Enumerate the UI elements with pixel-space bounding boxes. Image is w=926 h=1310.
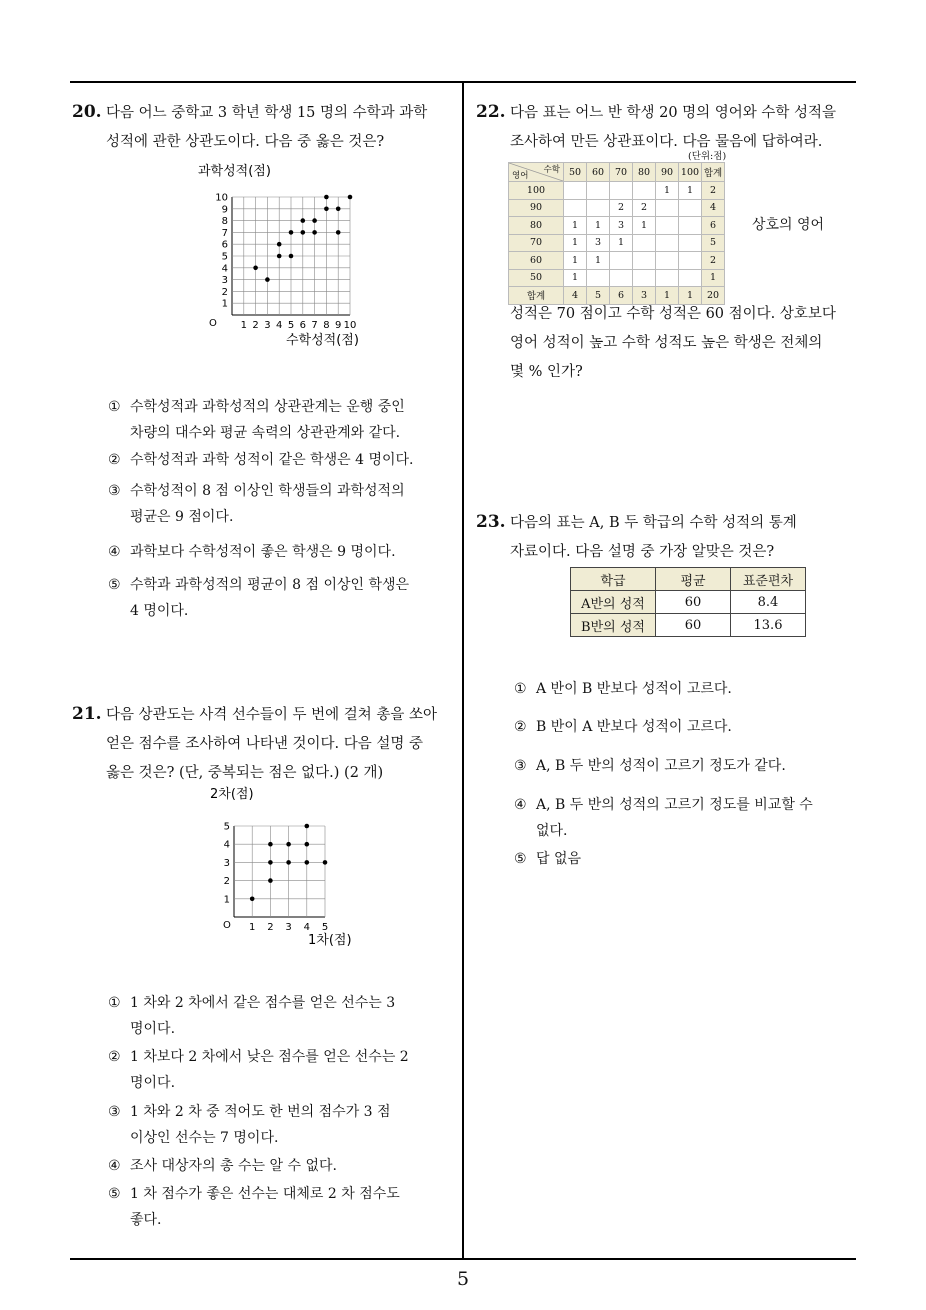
x-tick-label: 10 [343, 320, 357, 331]
correlation-table [508, 162, 725, 305]
table-cell: 1 [587, 252, 610, 270]
row-label: 60 [509, 252, 564, 270]
data-point [324, 207, 329, 212]
chart-x-label: 수학성적(점) [286, 333, 359, 348]
y-tick-label: 4 [221, 263, 228, 275]
scatter-chart-shooting [200, 782, 365, 950]
table-cell [610, 252, 633, 270]
chart-origin: O [223, 920, 231, 931]
option-4[interactable]: ④ A, B 두 반의 성적의 고르기 정도를 비교할 수 없다. [514, 797, 813, 839]
data-point [305, 842, 310, 847]
table-cell [633, 252, 656, 270]
table-cell: 1 [564, 269, 587, 287]
table-cell: 2 [633, 199, 656, 217]
table-cell [679, 269, 702, 287]
x-tick-label: 5 [287, 320, 295, 331]
data-point [268, 842, 273, 847]
table-cell: 2 [702, 182, 725, 200]
table-cell: 3 [587, 234, 610, 252]
y-tick-label: 5 [223, 821, 230, 833]
x-tick-label: 2 [267, 922, 274, 933]
chart-y-label: 과학성적(점) [198, 164, 271, 179]
table-cell: 1 [564, 234, 587, 252]
data-point [277, 254, 282, 259]
table-cell: 4 [702, 199, 725, 217]
table-cell: 1 [610, 234, 633, 252]
x-tick-label: 8 [323, 320, 330, 331]
table-cell [564, 182, 587, 200]
row-label: 100 [509, 182, 564, 200]
column-header: 합계 [702, 163, 725, 182]
data-point [305, 824, 310, 829]
table-cell: 5 [702, 234, 725, 252]
x-tick-label: 9 [335, 320, 342, 331]
question-number: 23. [476, 512, 506, 532]
unit-label: (단위:점) [688, 151, 727, 162]
table-cell: 3 [610, 217, 633, 235]
table-row [509, 182, 725, 200]
table-cell: 4 [564, 287, 587, 305]
question-line: 다음 표는 어느 반 학생 20 명의 영어와 수학 성적을 [510, 105, 837, 121]
x-tick-label: 4 [303, 922, 310, 933]
question-line: 조사하여 만든 상관표이다. 다음 물음에 답하여라. [510, 134, 823, 150]
x-tick-label: 1 [249, 922, 256, 933]
table-cell [656, 252, 679, 270]
table-row [509, 199, 725, 217]
table-header: 표준편차 [731, 568, 806, 591]
data-point [265, 277, 270, 282]
table-cell [679, 234, 702, 252]
table-cell: 1 [702, 269, 725, 287]
scatter-chart-math-science [190, 160, 390, 352]
data-point [289, 230, 294, 235]
stats-table [570, 567, 806, 637]
data-point [312, 230, 317, 235]
column-header: 60 [587, 163, 610, 182]
question-line: 성적에 관한 상관도이다. 다음 중 옳은 것은? [106, 134, 385, 150]
data-point [336, 230, 341, 235]
option-1[interactable]: ① A 반이 B 반보다 성적이 고르다. [514, 681, 732, 697]
option-4[interactable]: ④ 과학보다 수학성적이 좋은 학생은 9 명이다. [108, 544, 396, 560]
option-4[interactable]: ④ 조사 대상자의 총 수는 알 수 없다. [108, 1158, 337, 1174]
column-header: 70 [610, 163, 633, 182]
corner-row-label: 영어 [512, 171, 529, 181]
chart-origin: O [209, 318, 217, 329]
data-point [348, 195, 353, 200]
data-point [253, 266, 258, 271]
table-cell [587, 269, 610, 287]
option-3[interactable]: ③ A, B 두 반의 성적이 고르기 정도가 같다. [514, 758, 786, 774]
data-point [336, 207, 341, 212]
column-divider [462, 83, 464, 1258]
data-point [268, 878, 273, 883]
table-cell: 8.4 [731, 591, 806, 614]
option-3[interactable]: ③ 1 차와 2 차 중 적어도 한 번의 점수가 3 점 이상인 선수는 7 명이다. [108, 1104, 391, 1146]
y-tick-label: 3 [223, 857, 230, 869]
table-cell [656, 217, 679, 235]
table-cell: 2 [610, 199, 633, 217]
table-cell: 1 [656, 182, 679, 200]
table-header: 평균 [656, 568, 731, 591]
table-cell [633, 182, 656, 200]
data-point [286, 842, 291, 847]
x-tick-label: 1 [240, 320, 247, 331]
question-line: 다음 상관도는 사격 선수들이 두 번에 걸쳐 총을 쏘아 [106, 707, 438, 723]
y-tick-label: 5 [221, 251, 228, 263]
data-point [305, 860, 310, 865]
data-point [289, 254, 294, 259]
table-cell [679, 252, 702, 270]
table-cell: 60 [656, 614, 731, 637]
table-cell: 6 [610, 287, 633, 305]
question-text [106, 99, 466, 157]
table-cell: 1 [564, 252, 587, 270]
table-cell [656, 234, 679, 252]
table-row [571, 591, 806, 614]
side-text: 상호의 영어 [752, 217, 825, 233]
y-tick-label: 8 [221, 216, 228, 228]
column-header: 100 [679, 163, 702, 182]
data-point [286, 860, 291, 865]
y-tick-label: 2 [223, 876, 230, 888]
table-cell [656, 199, 679, 217]
x-tick-label: 4 [276, 320, 283, 331]
table-cell: 1 [564, 217, 587, 235]
question-number: 22. [476, 102, 506, 122]
question-text [510, 509, 860, 567]
question-line: 얻은 점수를 조사하여 나타낸 것이다. 다음 설명 중 [106, 736, 424, 752]
table-cell: 1 [679, 182, 702, 200]
x-tick-label: 2 [252, 320, 259, 331]
table-cell [633, 234, 656, 252]
chart-x-label: 1차(점) [308, 933, 352, 948]
table-cell [587, 199, 610, 217]
table-cell [587, 182, 610, 200]
table-cell: 1 [633, 217, 656, 235]
table-cell: 1 [679, 287, 702, 305]
column-header: 90 [656, 163, 679, 182]
table-cell [564, 199, 587, 217]
y-tick-label: 1 [223, 894, 230, 906]
table-corner [509, 163, 564, 182]
question-line: 영어 성적이 높고 수학 성적도 높은 학생은 전체의 [510, 335, 823, 351]
y-tick-label: 10 [215, 192, 228, 204]
table-cell [610, 182, 633, 200]
table-cell [610, 269, 633, 287]
table-cell: 5 [587, 287, 610, 305]
bottom-rule [70, 1258, 856, 1260]
question-22-continued [510, 300, 855, 387]
chart-y-label: 2차(점) [210, 787, 254, 802]
table-cell: 1 [587, 217, 610, 235]
x-tick-label: 5 [321, 922, 329, 933]
data-point [301, 218, 306, 223]
table-cell: 20 [702, 287, 725, 305]
table-cell: 2 [702, 252, 725, 270]
option-2[interactable]: ② 1 차보다 2 차에서 낮은 점수를 얻은 선수는 2 명이다. [108, 1049, 409, 1091]
option-5[interactable]: ⑤ 답 없음 [514, 851, 582, 867]
question-number: 21. [72, 704, 102, 724]
question-line: 다음의 표는 A, B 두 학급의 수학 성적의 통계 [510, 515, 797, 531]
data-point [323, 860, 328, 865]
row-label: 80 [509, 217, 564, 235]
row-label: 합계 [509, 287, 564, 305]
table-header: 학급 [571, 568, 656, 591]
option-3[interactable]: ③ 수학성적이 8 점 이상인 학생들의 과학성적의 평균은 9 점이다. [108, 483, 405, 525]
table-cell: 3 [633, 287, 656, 305]
table-cell [633, 269, 656, 287]
data-point [312, 218, 317, 223]
corner-col-label: 수학 [543, 165, 560, 175]
table-row [509, 252, 725, 270]
option-2[interactable]: ② B 반이 A 반보다 성적이 고르다. [514, 719, 732, 735]
data-point [301, 230, 306, 235]
option-2[interactable]: ② 수학성적과 과학 성적이 같은 학생은 4 명이다. [108, 452, 414, 468]
option-5[interactable]: ⑤ 수학과 과학성적의 평균이 8 점 이상인 학생은 4 명이다. [108, 577, 410, 619]
y-tick-label: 1 [221, 298, 228, 310]
option-1[interactable]: ① 수학성적과 과학성적의 상관관계는 운행 중인 차량의 대수와 평균 속력의 상관관계와 같다. [108, 399, 405, 441]
table-cell: B반의 성적 [571, 614, 656, 637]
question-line: 성적은 70 점이고 수학 성적은 60 점이다. 상호보다 [510, 306, 836, 322]
y-tick-label: 2 [221, 286, 228, 298]
table-cell: 1 [656, 287, 679, 305]
y-tick-label: 4 [223, 839, 230, 851]
data-point [250, 897, 255, 902]
question-line: 옳은 것은? (단, 중복되는 점은 없다.) (2 개) [106, 765, 384, 781]
question-number: 20. [72, 102, 102, 122]
row-label: 50 [509, 269, 564, 287]
x-tick-label: 6 [299, 320, 306, 331]
option-1[interactable]: ① 1 차와 2 차에서 같은 점수를 얻은 선수는 3 명이다. [108, 995, 396, 1037]
table-row [509, 234, 725, 252]
column-header: 80 [633, 163, 656, 182]
table-cell [679, 199, 702, 217]
question-text [510, 99, 860, 157]
table-cell [679, 217, 702, 235]
y-tick-label: 6 [221, 239, 228, 251]
page-number: 5 [456, 1268, 470, 1290]
question-line: 다음 어느 중학교 3 학년 학생 15 명의 수학과 과학 [106, 105, 428, 121]
table-row [509, 269, 725, 287]
question-text [106, 701, 466, 788]
table-row [571, 614, 806, 637]
y-tick-label: 9 [221, 204, 228, 216]
data-point [324, 195, 329, 200]
x-tick-label: 3 [285, 922, 292, 933]
option-5[interactable]: ⑤ 1 차 점수가 좋은 선수는 대체로 2 차 점수도 좋다. [108, 1186, 400, 1228]
x-tick-label: 3 [264, 320, 271, 331]
data-point [277, 242, 282, 247]
question-line: 몇 % 인가? [510, 364, 583, 380]
table-cell: 60 [656, 591, 731, 614]
row-label: 70 [509, 234, 564, 252]
table-cell: 13.6 [731, 614, 806, 637]
y-tick-label: 3 [221, 275, 228, 287]
table-cell: A반의 성적 [571, 591, 656, 614]
y-tick-label: 7 [221, 227, 228, 239]
row-label: 90 [509, 199, 564, 217]
question-line: 자료이다. 다음 설명 중 가장 알맞은 것은? [510, 544, 775, 560]
table-cell [656, 269, 679, 287]
table-row [509, 217, 725, 235]
table-cell: 6 [702, 217, 725, 235]
data-point [268, 860, 273, 865]
column-header: 50 [564, 163, 587, 182]
x-tick-label: 7 [311, 320, 318, 331]
